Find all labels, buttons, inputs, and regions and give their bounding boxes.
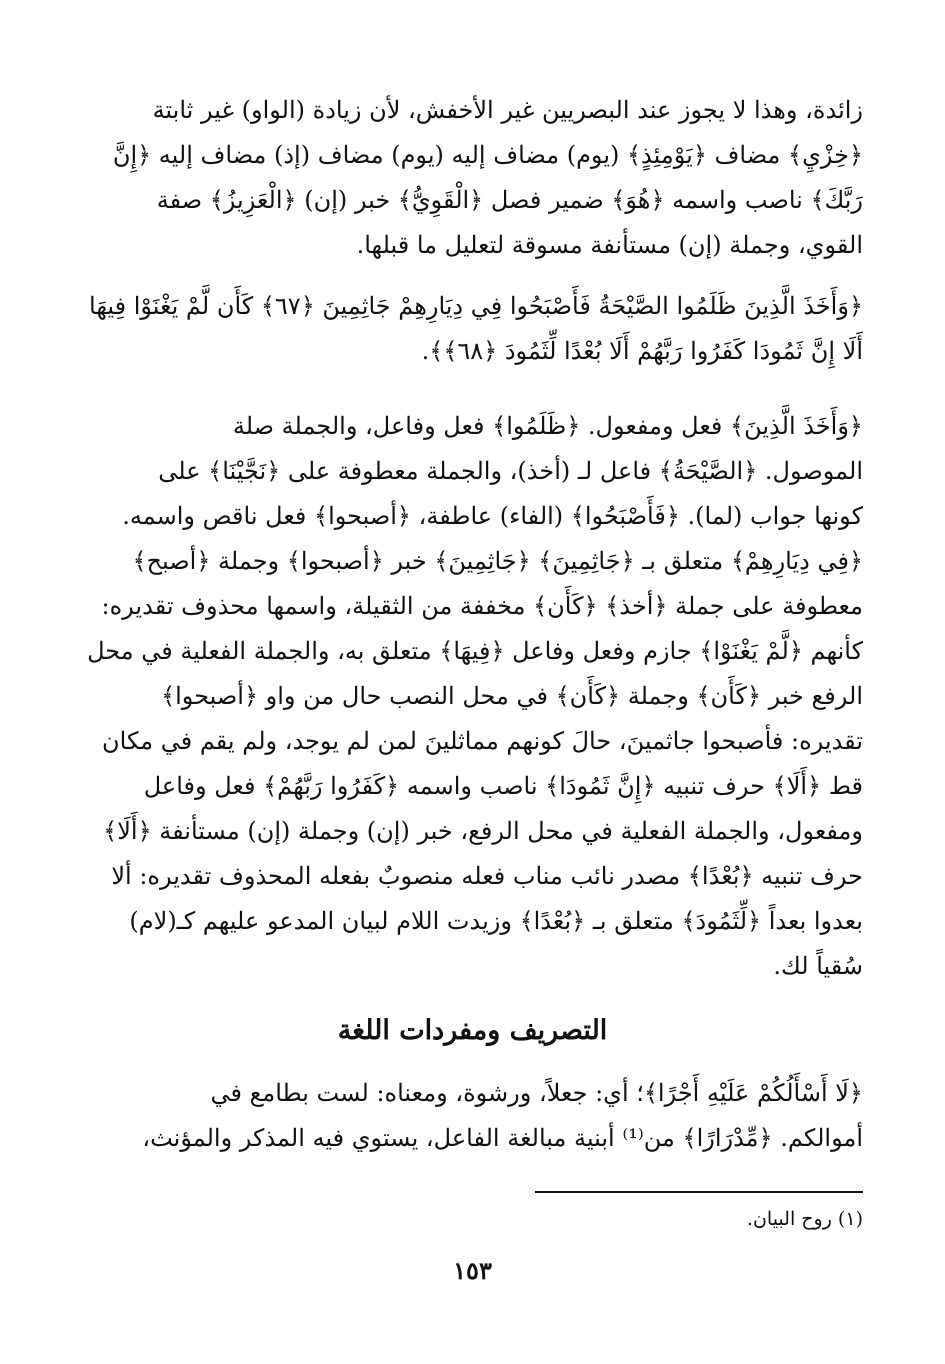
page-number: ١٥٣ [453,1256,492,1285]
paragraph-3 [82,1071,863,1161]
text-line: سُقياً لك. [773,952,863,980]
text-line: قط ﴿أَلَا﴾ حرف تنبيه ﴿إِنَّ ثَمُودَا﴾ ناصب واسمه ﴿كَفَرُوا رَبَّهُمْ﴾ فعل وفاعل [143,772,863,800]
text-line: تقديره: فأصبحوا جاثمينَ، حالَ كونهم مماثلينَ لمن لم يوجد، ولم يقم في مكان [102,727,863,755]
text-line: كونها جواب (لما). ﴿فَأَصْبَحُوا﴾ (الفاء) عاطفة، ﴿أصبحوا﴾ فعل ناقص واسمه. [122,502,863,530]
verse-line: أَلَا إِنَّ ثَمُودَا كَفَرُوا رَبَّهُمْ أَلَا بُعْدًا لِّثَمُودَ ﴿٦٨﴾﴾. [421,337,863,365]
verse-line: ﴿وَأَخَذَ الَّذِينَ ظَلَمُوا الصَّيْحَةُ فَأَصْبَحُوا فِي دِيَارِهِمْ جَاثِمِينَ ﴿٦٧﴾ كَأَن لَّمْ يَغْنَوْا فِيهَا [89,292,863,320]
text-line: ومفعول، والجملة الفعلية في محل الرفع، خبر (إن) وجملة (إن) مستأنفة ﴿أَلَا﴾ [103,817,863,845]
text-line: كأنهم ﴿لَّمْ يَغْنَوْا﴾ جازم وفعل وفاعل ﴿فِيهَا﴾ متعلق به، والجملة الفعلية في محل [87,637,863,665]
text-line: الرفع خبر ﴿كَأَن﴾ وجملة ﴿كَأَن﴾ في محل النصب حال من واو ﴿أصبحوا﴾ [161,682,863,710]
text-line: ﴿فِي دِيَارِهِمْ﴾ متعلق بـ ﴿جَاثِمِينَ﴾ ﴿جَاثِمِينَ﴾ خبر ﴿أصبحوا﴾ وجملة ﴿أصبح﴾ [132,547,863,575]
text-line: ﴿خِزْيِ﴾ مضاف ﴿يَوْمِئِذٍ﴾ (يوم) مضاف إليه (يوم) مضاف (إذ) مضاف إليه ﴿إِنَّ [112,141,863,169]
text-line: حرف تنبيه ﴿بُعْدًا﴾ مصدر نائب مناب فعله منصوبٌ بفعله المحذوف تقديره: ألا [111,862,863,890]
text-line: ﴿لَا أَسْأَلُكُمْ عَلَيْهِ أَجْرًا﴾؛ أي: جعلاً، ورشوة، ومعناه: لست بطامع في [210,1079,863,1107]
text-line: زائدة، وهذا لا يجوز عند البصريين غير الأخفش، لأن زيادة (الواو) غير ثابتة [152,96,863,124]
text-line: الموصول. ﴿الصَّيْحَةُ﴾ فاعل لـ (أخذ)، والجملة معطوفة على ﴿نَجَّيْنَا﴾ على [158,457,863,485]
quran-verse [82,284,863,374]
text-line: القوي، وجملة (إن) مستأنفة مسوقة لتعليل ما قبلها. [356,231,863,259]
text-line: رَبَّكَ﴾ ناصب واسمه ﴿هُوَ﴾ ضمير فصل ﴿الْقَوِيُّ﴾ خبر (إن) ﴿الْعَزِيزُ﴾ صفة [156,186,863,214]
paragraph-1 [82,88,863,268]
footnote-divider [535,1191,863,1193]
paragraph-2 [82,404,863,989]
text-line: ﴿وَأَخَذَ الَّذِينَ﴾ فعل ومفعول. ﴿ظَلَمُوا﴾ فعل وفاعل، والجملة صلة [232,412,863,440]
section-heading: التصريف ومفردات اللغة [337,1015,608,1046]
text-line: بعدوا بعداً ﴿لِّثَمُودَ﴾ متعلق بـ ﴿بُعْدًا﴾ وزيدت اللام لبيان المدعو عليهم كـ(لام) [129,907,863,935]
text-line: معطوفة على جملة ﴿أخذ﴾ ﴿كَأَن﴾ مخففة من الثقيلة، واسمها محذوف تقديره: [101,592,863,620]
footnote: (١) روح البيان. [746,1208,863,1230]
text-line: أموالكم. ﴿مِّدْرَارًا﴾ من⁽¹⁾ أبنية مبالغة الفاعل، يستوي فيه المذكر والمؤنث، [142,1124,863,1152]
